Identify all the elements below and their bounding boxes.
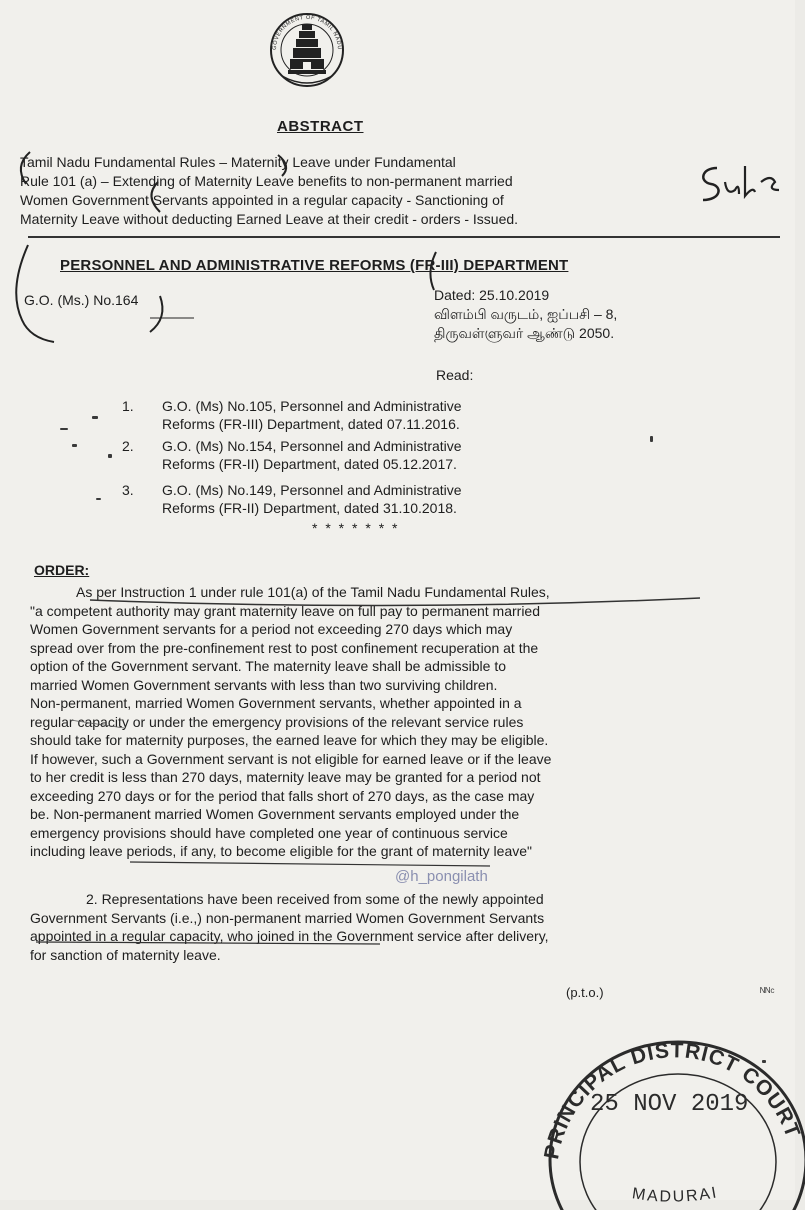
scan-speck bbox=[92, 416, 98, 419]
paragraph-line: for sanction of maternity leave. bbox=[30, 946, 221, 963]
paragraph-line: married Women Government servants with less than two surviving children. bbox=[30, 676, 498, 693]
scan-speck bbox=[60, 428, 68, 430]
read-item-line: Reforms (FR-II) Department, dated 31.10.2018. bbox=[162, 500, 457, 516]
handwritten-note bbox=[695, 160, 785, 210]
dated-tamil-2: திருவள்ளுவர் ஆண்டு 2050. bbox=[434, 325, 615, 341]
subject-line: Rule 101 (a) – Extending of Maternity Leave benefits to non-permanent married bbox=[20, 173, 513, 189]
department-heading: PERSONNEL AND ADMINISTRATIVE REFORMS (FR-III) DEPARTMENT bbox=[60, 257, 569, 274]
watermark-handle: @h_pongilath bbox=[395, 868, 488, 885]
scan-speck bbox=[108, 454, 112, 458]
paragraph-line: Government Servants (i.e.,) non-permanent married Women Government Servants bbox=[30, 909, 545, 926]
scan-speck bbox=[72, 444, 77, 447]
seal-date: 25 NOV 2019 bbox=[590, 1091, 749, 1118]
tamil-nadu-emblem bbox=[268, 4, 346, 96]
read-item-line: G.O. (Ms) No.154, Personnel and Administrative bbox=[162, 438, 462, 454]
paragraph-line: As per Instruction 1 under rule 101(a) of the Tamil Nadu Fundamental Rules, bbox=[76, 584, 550, 600]
read-item-line: Reforms (FR-III) Department, dated 07.11.2016. bbox=[162, 416, 460, 432]
go-number: G.O. (Ms.) No.164 bbox=[24, 292, 139, 308]
paragraph-line: should take for maternity purposes, the earned leave for which they may be eligible. bbox=[30, 732, 549, 748]
emblem-text: GOVERNMENT OF TAMIL NADU bbox=[271, 14, 343, 51]
pto-note: (p.t.o.) bbox=[566, 985, 604, 1000]
subject-line: Tamil Nadu Fundamental Rules – Maternity Leave under Fundamental bbox=[20, 154, 456, 170]
paragraph-line: including leave periods, if any, to become eligible for the grant of maternity leave" bbox=[30, 843, 532, 859]
paragraph-line: spread over from the pre-confinement rest to post confinement recuperation at the bbox=[30, 639, 539, 656]
separator-stars: * * * * * * * bbox=[312, 520, 400, 536]
paragraph-line: Women Government servants for a period not exceeding 270 days which may bbox=[30, 621, 513, 637]
order-paragraph-2 bbox=[30, 890, 770, 964]
read-item-number: 1. bbox=[122, 398, 134, 414]
scan-speck bbox=[96, 498, 101, 500]
subject-divider bbox=[28, 236, 780, 238]
subject-line: Women Government Servants appointed in a regular capacity - Sanctioning of bbox=[20, 192, 504, 208]
paragraph-line: exceeding 270 days or for the period that falls short of 270 days, as the case may bbox=[30, 787, 535, 804]
scan-speck bbox=[650, 436, 653, 442]
dated-block bbox=[434, 286, 617, 343]
paragraph-line: appointed in a regular capacity, who joined in the Government service after delivery, bbox=[30, 928, 549, 944]
paragraph-line: If however, such a Government servant is not eligible for earned leave or if the leave bbox=[30, 750, 552, 767]
read-item-number: 3. bbox=[122, 482, 134, 498]
paragraph-line: "a competent authority may grant maternity leave on full pay to permanent married bbox=[30, 602, 541, 619]
abstract-heading: ABSTRACT bbox=[277, 118, 364, 135]
svg-text:MADURAI bbox=[631, 1184, 720, 1205]
paragraph-line: to her credit is less than 270 days, maternity leave may be granted for a period not bbox=[30, 769, 541, 785]
dated-english: Dated: 25.10.2019 bbox=[434, 287, 550, 303]
handwritten-note-text: Sub/- bbox=[755, 208, 758, 209]
order-heading: ORDER: bbox=[34, 562, 90, 578]
read-item-line: G.O. (Ms) No.105, Personnel and Administrative bbox=[162, 398, 462, 414]
paragraph-line: Non-permanent, married Women Government servants, whether appointed in a bbox=[30, 695, 522, 711]
paragraph-line: 2. Representations have been received from some of the newly appointed bbox=[86, 891, 544, 907]
paragraph-line: emergency provisions should have completed one year of continuous service bbox=[30, 824, 508, 841]
seal-bottom-text: MADURAI bbox=[630, 1184, 720, 1206]
order-paragraph-1 bbox=[30, 583, 770, 861]
paragraph-line: regular capacity or under the emergency provisions of the relevant service rules bbox=[30, 713, 524, 730]
court-seal-stamp bbox=[530, 1010, 805, 1210]
scan-speck bbox=[762, 1060, 766, 1063]
dated-tamil-1: விளம்பி வருடம், ஐப்பசி – 8, bbox=[434, 306, 618, 322]
read-item-line: G.O. (Ms) No.149, Personnel and Administrative bbox=[162, 482, 462, 498]
paragraph-line: be. Non-permanent married Women Government servants employed under the bbox=[30, 806, 520, 822]
seal-top-text: PRINCIPAL DISTRICT COURT bbox=[540, 1039, 805, 1162]
read-item-number: 2. bbox=[122, 438, 134, 454]
subject-line: Maternity Leave without deducting Earned Leave at their credit - orders - Issued. bbox=[20, 211, 519, 227]
read-heading: Read: bbox=[436, 367, 474, 383]
corner-mark: ᴺᴺᶜ bbox=[760, 985, 775, 999]
read-item-line: Reforms (FR-II) Department, dated 05.12.2017. bbox=[162, 456, 457, 472]
subject-block bbox=[20, 153, 780, 229]
paragraph-line: option of the Government servant. The maternity leave shall be admissible to bbox=[30, 658, 506, 674]
